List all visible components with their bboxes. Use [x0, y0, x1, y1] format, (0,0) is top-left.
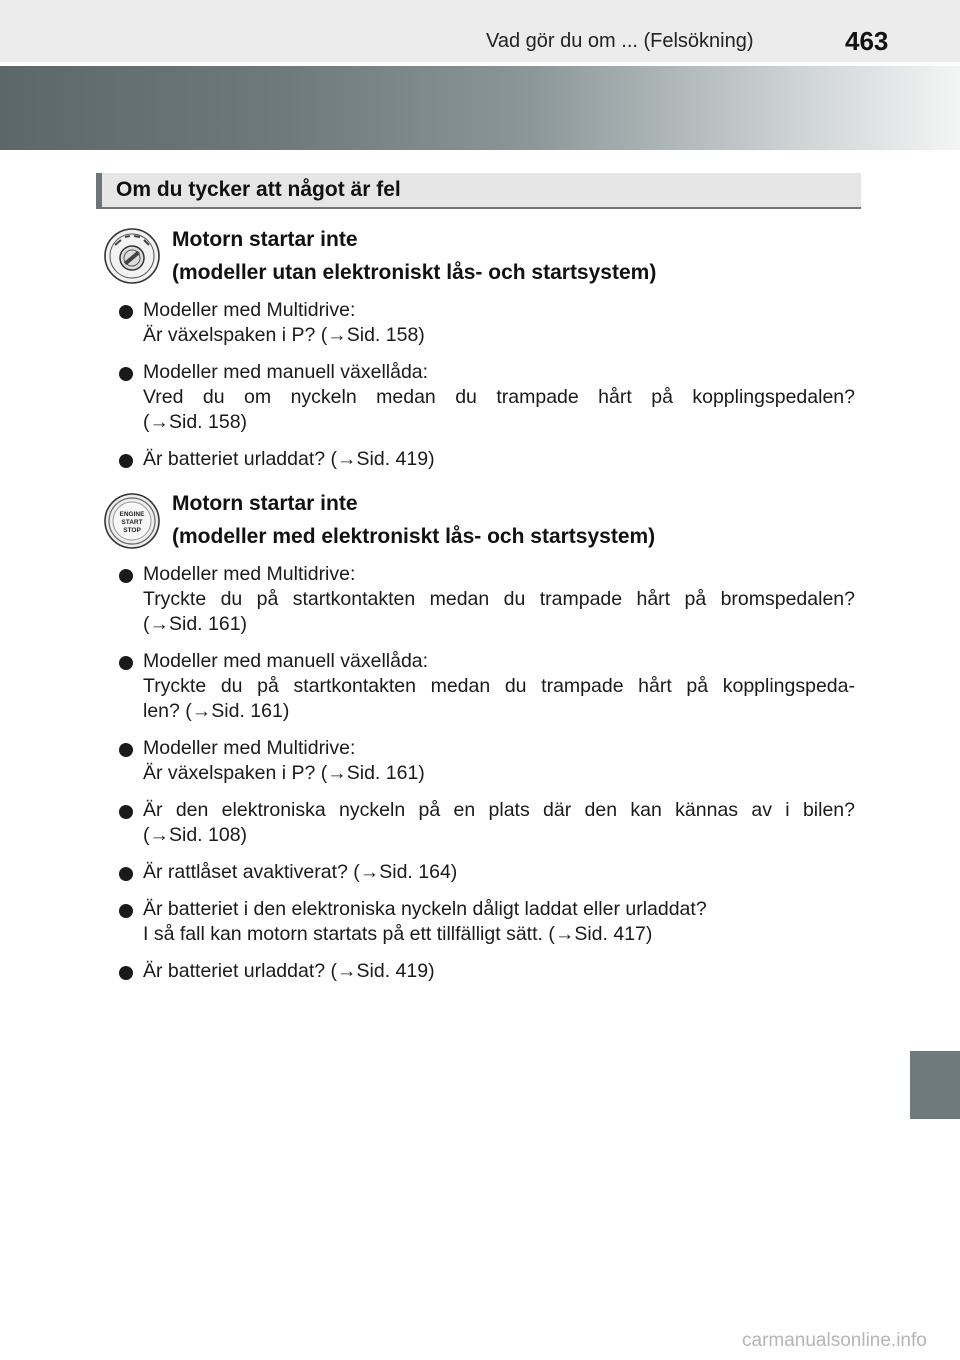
- bullet-icon: [119, 656, 133, 670]
- item-line: Modeller med manuell växellåda:: [143, 361, 429, 383]
- item-line: Är batteriet urladdat? (→Sid. 419): [143, 448, 435, 470]
- item-line: Tryckte du på startkontakten medan du trampade hårt på bromspedalen?: [143, 588, 855, 610]
- subsection-heading: [172, 223, 656, 289]
- item-line: Är växelspaken i P? (→Sid. 161): [143, 762, 425, 784]
- list-item: [119, 959, 855, 984]
- item-line: (→Sid. 158): [143, 411, 248, 433]
- subsection-heading-line: (modeller utan elektroniskt lås- och startsystem): [172, 261, 657, 284]
- item-line: Är batteriet urladdat? (→Sid. 419): [143, 960, 435, 982]
- item-line: (→Sid. 108): [143, 824, 248, 846]
- item-line: Är den elektroniska nyckeln på en plats där den kan kännas av i bilen?: [143, 799, 855, 821]
- bullet-icon: [119, 367, 133, 381]
- item-line: Modeller med Multidrive:: [143, 299, 356, 321]
- section-header: [96, 173, 861, 209]
- section-title: Om du tycker att något är fel: [116, 178, 401, 201]
- watermark: carmanualsonline.info: [742, 1330, 927, 1351]
- header-banner: [0, 66, 960, 150]
- list-item: [119, 798, 855, 848]
- item-line: Är batteriet i den elektroniska nyckeln dåligt laddat eller urladdat?: [143, 898, 707, 920]
- list-item: [119, 897, 855, 947]
- icon-label: STOP: [123, 527, 141, 534]
- list-item: [119, 447, 855, 472]
- bullet-icon: [119, 904, 133, 918]
- bullet-icon: [119, 867, 133, 881]
- item-line: Modeller med Multidrive:: [143, 563, 356, 585]
- icon-label: START: [121, 519, 143, 526]
- bullet-icon: [119, 569, 133, 583]
- chapter-title: Vad gör du om ... (Felsökning): [486, 30, 754, 52]
- subsection-heading: [172, 487, 655, 553]
- item-line: Är rattlåset avaktiverat? (→Sid. 164): [143, 861, 458, 883]
- bullet-icon: [119, 305, 133, 319]
- bullet-icon: [119, 805, 133, 819]
- item-line: len? (→Sid. 161): [143, 700, 290, 722]
- item-line: Är växelspaken i P? (→Sid. 158): [143, 324, 425, 346]
- item-line: Modeller med manuell växellåda:: [143, 650, 429, 672]
- list-item: [119, 649, 855, 724]
- chapter-side-tab: [910, 1051, 960, 1119]
- subsection-heading-line: (modeller med elektroniskt lås- och startsystem): [172, 525, 656, 548]
- list-item: [119, 860, 855, 885]
- item-list: [119, 298, 855, 484]
- item-line: (→Sid. 161): [143, 613, 248, 635]
- item-list: [119, 562, 855, 996]
- bullet-icon: [119, 454, 133, 468]
- item-line: Vred du om nyckeln medan du trampade hårt på kopplingspedalen?: [143, 386, 855, 408]
- icon-label: ENGINE: [119, 511, 145, 518]
- engine-start-stop-button-icon: [103, 492, 161, 550]
- list-item: [119, 562, 855, 637]
- subsection-heading-line: Motorn startar inte: [172, 228, 358, 251]
- item-line: Tryckte du på startkontakten medan du trampade hårt på kopplingspeda-: [143, 675, 855, 697]
- subsection-heading-line: Motorn startar inte: [172, 492, 358, 515]
- list-item: [119, 360, 855, 435]
- list-item: [119, 736, 855, 786]
- bullet-icon: [119, 966, 133, 980]
- page-header-bar: [0, 0, 960, 62]
- ignition-key-switch-icon: [103, 227, 161, 285]
- item-line: I så fall kan motorn startats på ett tillfälligt sätt. (→Sid. 417): [143, 923, 653, 945]
- item-line: Modeller med Multidrive:: [143, 737, 356, 759]
- page-number: 463: [845, 26, 889, 56]
- bullet-icon: [119, 743, 133, 757]
- list-item: [119, 298, 855, 348]
